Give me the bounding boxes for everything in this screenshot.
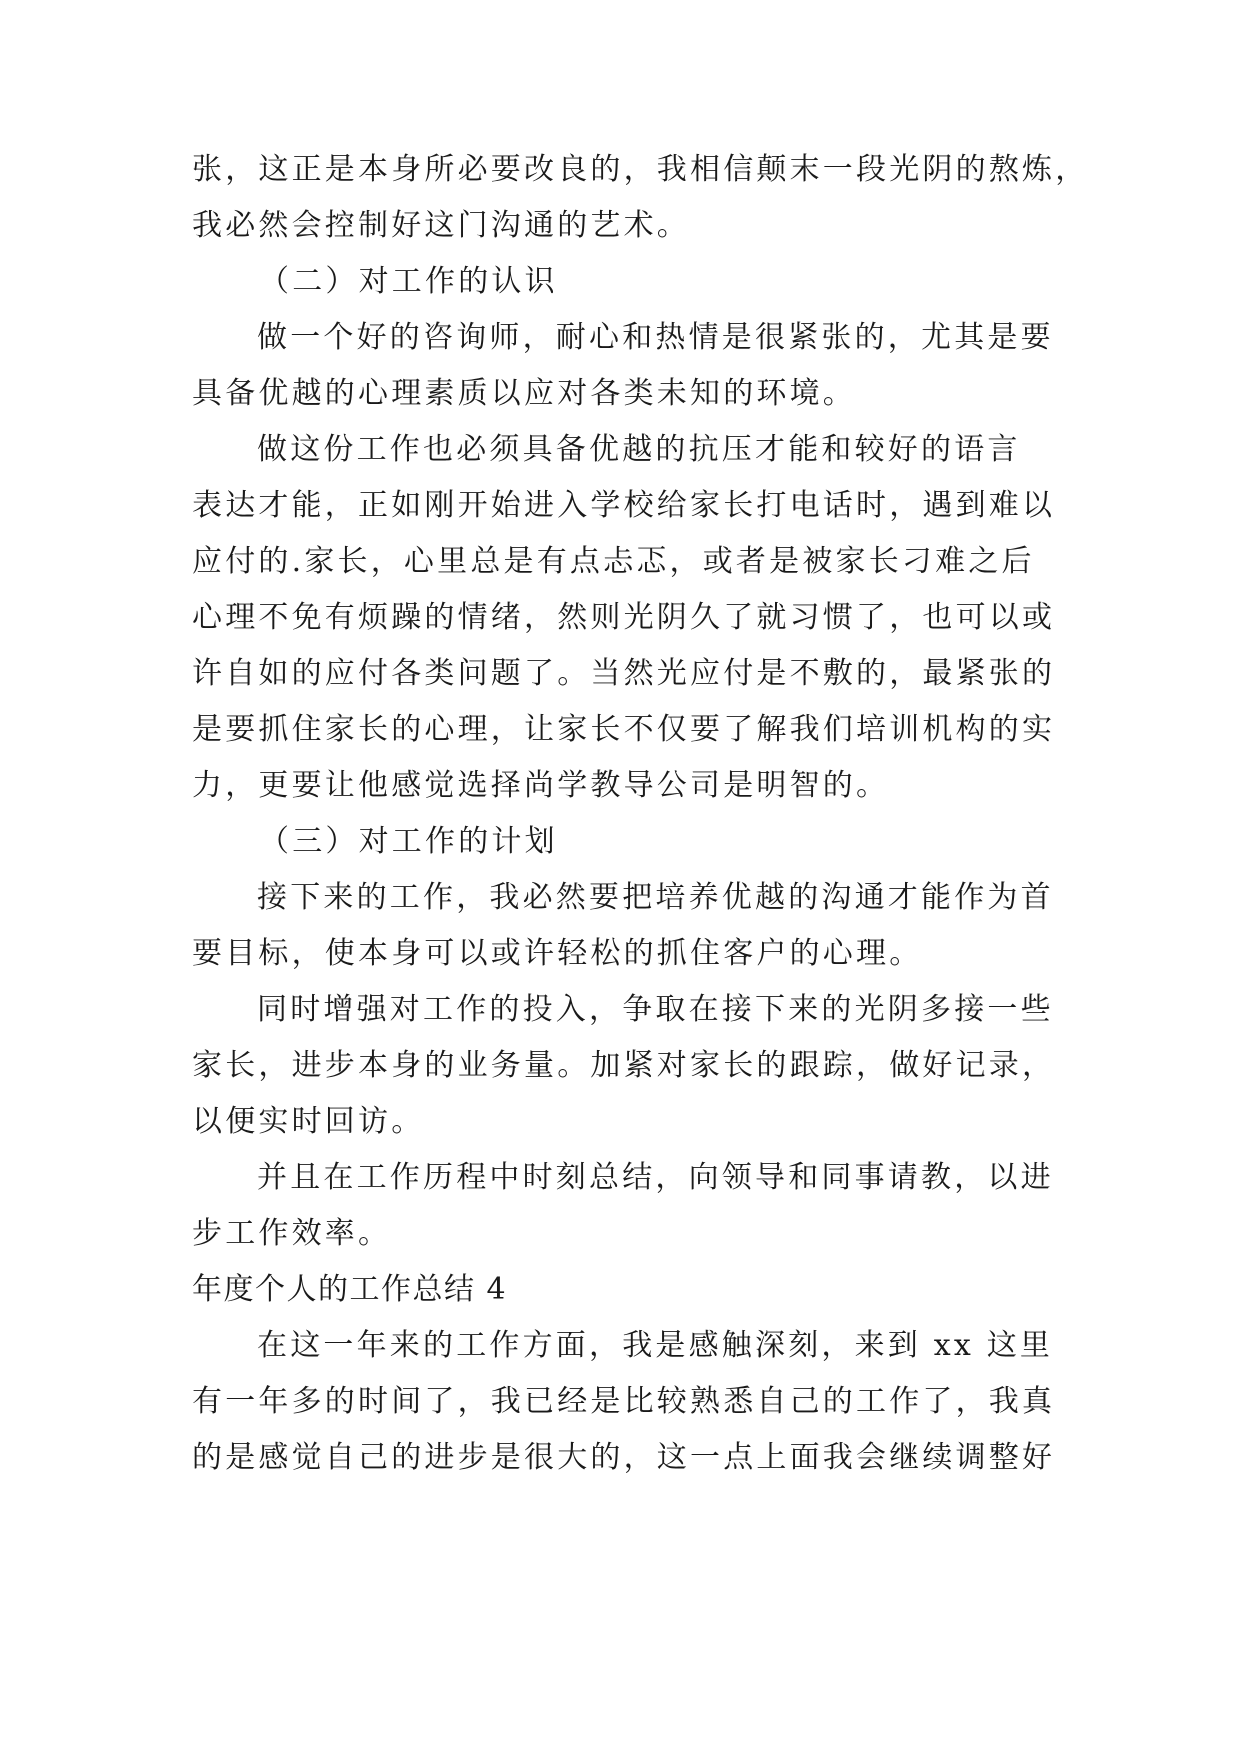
- paragraph-line: 的是感觉自己的进步是很大的，这一点上面我会继续调整好: [192, 1440, 1056, 1475]
- paragraph-line: 在这一年来的工作方面，我是感触深刻，来到 xx 这里: [257, 1328, 1054, 1363]
- paragraph-line: 以便实时回访。: [192, 1104, 425, 1139]
- paragraph-line: 具备优越的心理素质以应对各类未知的环境。: [192, 376, 856, 411]
- paragraph-line: 力，更要让他感觉选择尚学教导公司是明智的。: [192, 768, 890, 803]
- subheading-plan: （三）对工作的计划: [259, 824, 558, 859]
- paragraph-line: 应付的.家长，心里总是有点忐忑，或者是被家长刁难之后: [192, 544, 1035, 579]
- section-heading: 年度个人的工作总结 4: [192, 1272, 508, 1307]
- paragraph-line: 接下来的工作，我必然要把培养优越的沟通才能作为首: [257, 880, 1054, 915]
- paragraph-line: 步工作效率。: [192, 1216, 392, 1251]
- paragraph-line: 有一年多的时间了，我已经是比较熟悉自己的工作了，我真: [192, 1384, 1056, 1419]
- paragraph-line: 张，这正是本身所必要改良的，我相信颠末一段光阴的熬炼，: [192, 152, 1089, 187]
- paragraph-line: 我必然会控制好这门沟通的艺术。: [192, 208, 690, 243]
- paragraph-line: 同时增强对工作的投入，争取在接下来的光阴多接一些: [257, 992, 1054, 1027]
- paragraph-line: 并且在工作历程中时刻总结，向领导和同事请教，以进: [257, 1160, 1054, 1195]
- paragraph-line: 是要抓住家长的心理，让家长不仅要了解我们培训机构的实: [192, 712, 1056, 747]
- subheading-understanding: （二）对工作的认识: [259, 264, 558, 299]
- paragraph-line: 做一个好的咨询师，耐心和热情是很紧张的，尤其是要: [257, 320, 1054, 355]
- paragraph-line: 心理不免有烦躁的情绪，然则光阴久了就习惯了，也可以或: [192, 600, 1056, 635]
- paragraph-line: 许自如的应付各类问题了。当然光应付是不敷的，最紧张的: [192, 656, 1056, 691]
- paragraph-line: 做这份工作也必须具备优越的抗压才能和较好的语言: [257, 432, 1021, 467]
- paragraph-line: 要目标，使本身可以或许轻松的抓住客户的心理。: [192, 936, 923, 971]
- paragraph-line: 表达才能，正如刚开始进入学校给家长打电话时，遇到难以: [192, 488, 1056, 523]
- paragraph-line: 家长，进步本身的业务量。加紧对家长的跟踪，做好记录，: [192, 1048, 1056, 1083]
